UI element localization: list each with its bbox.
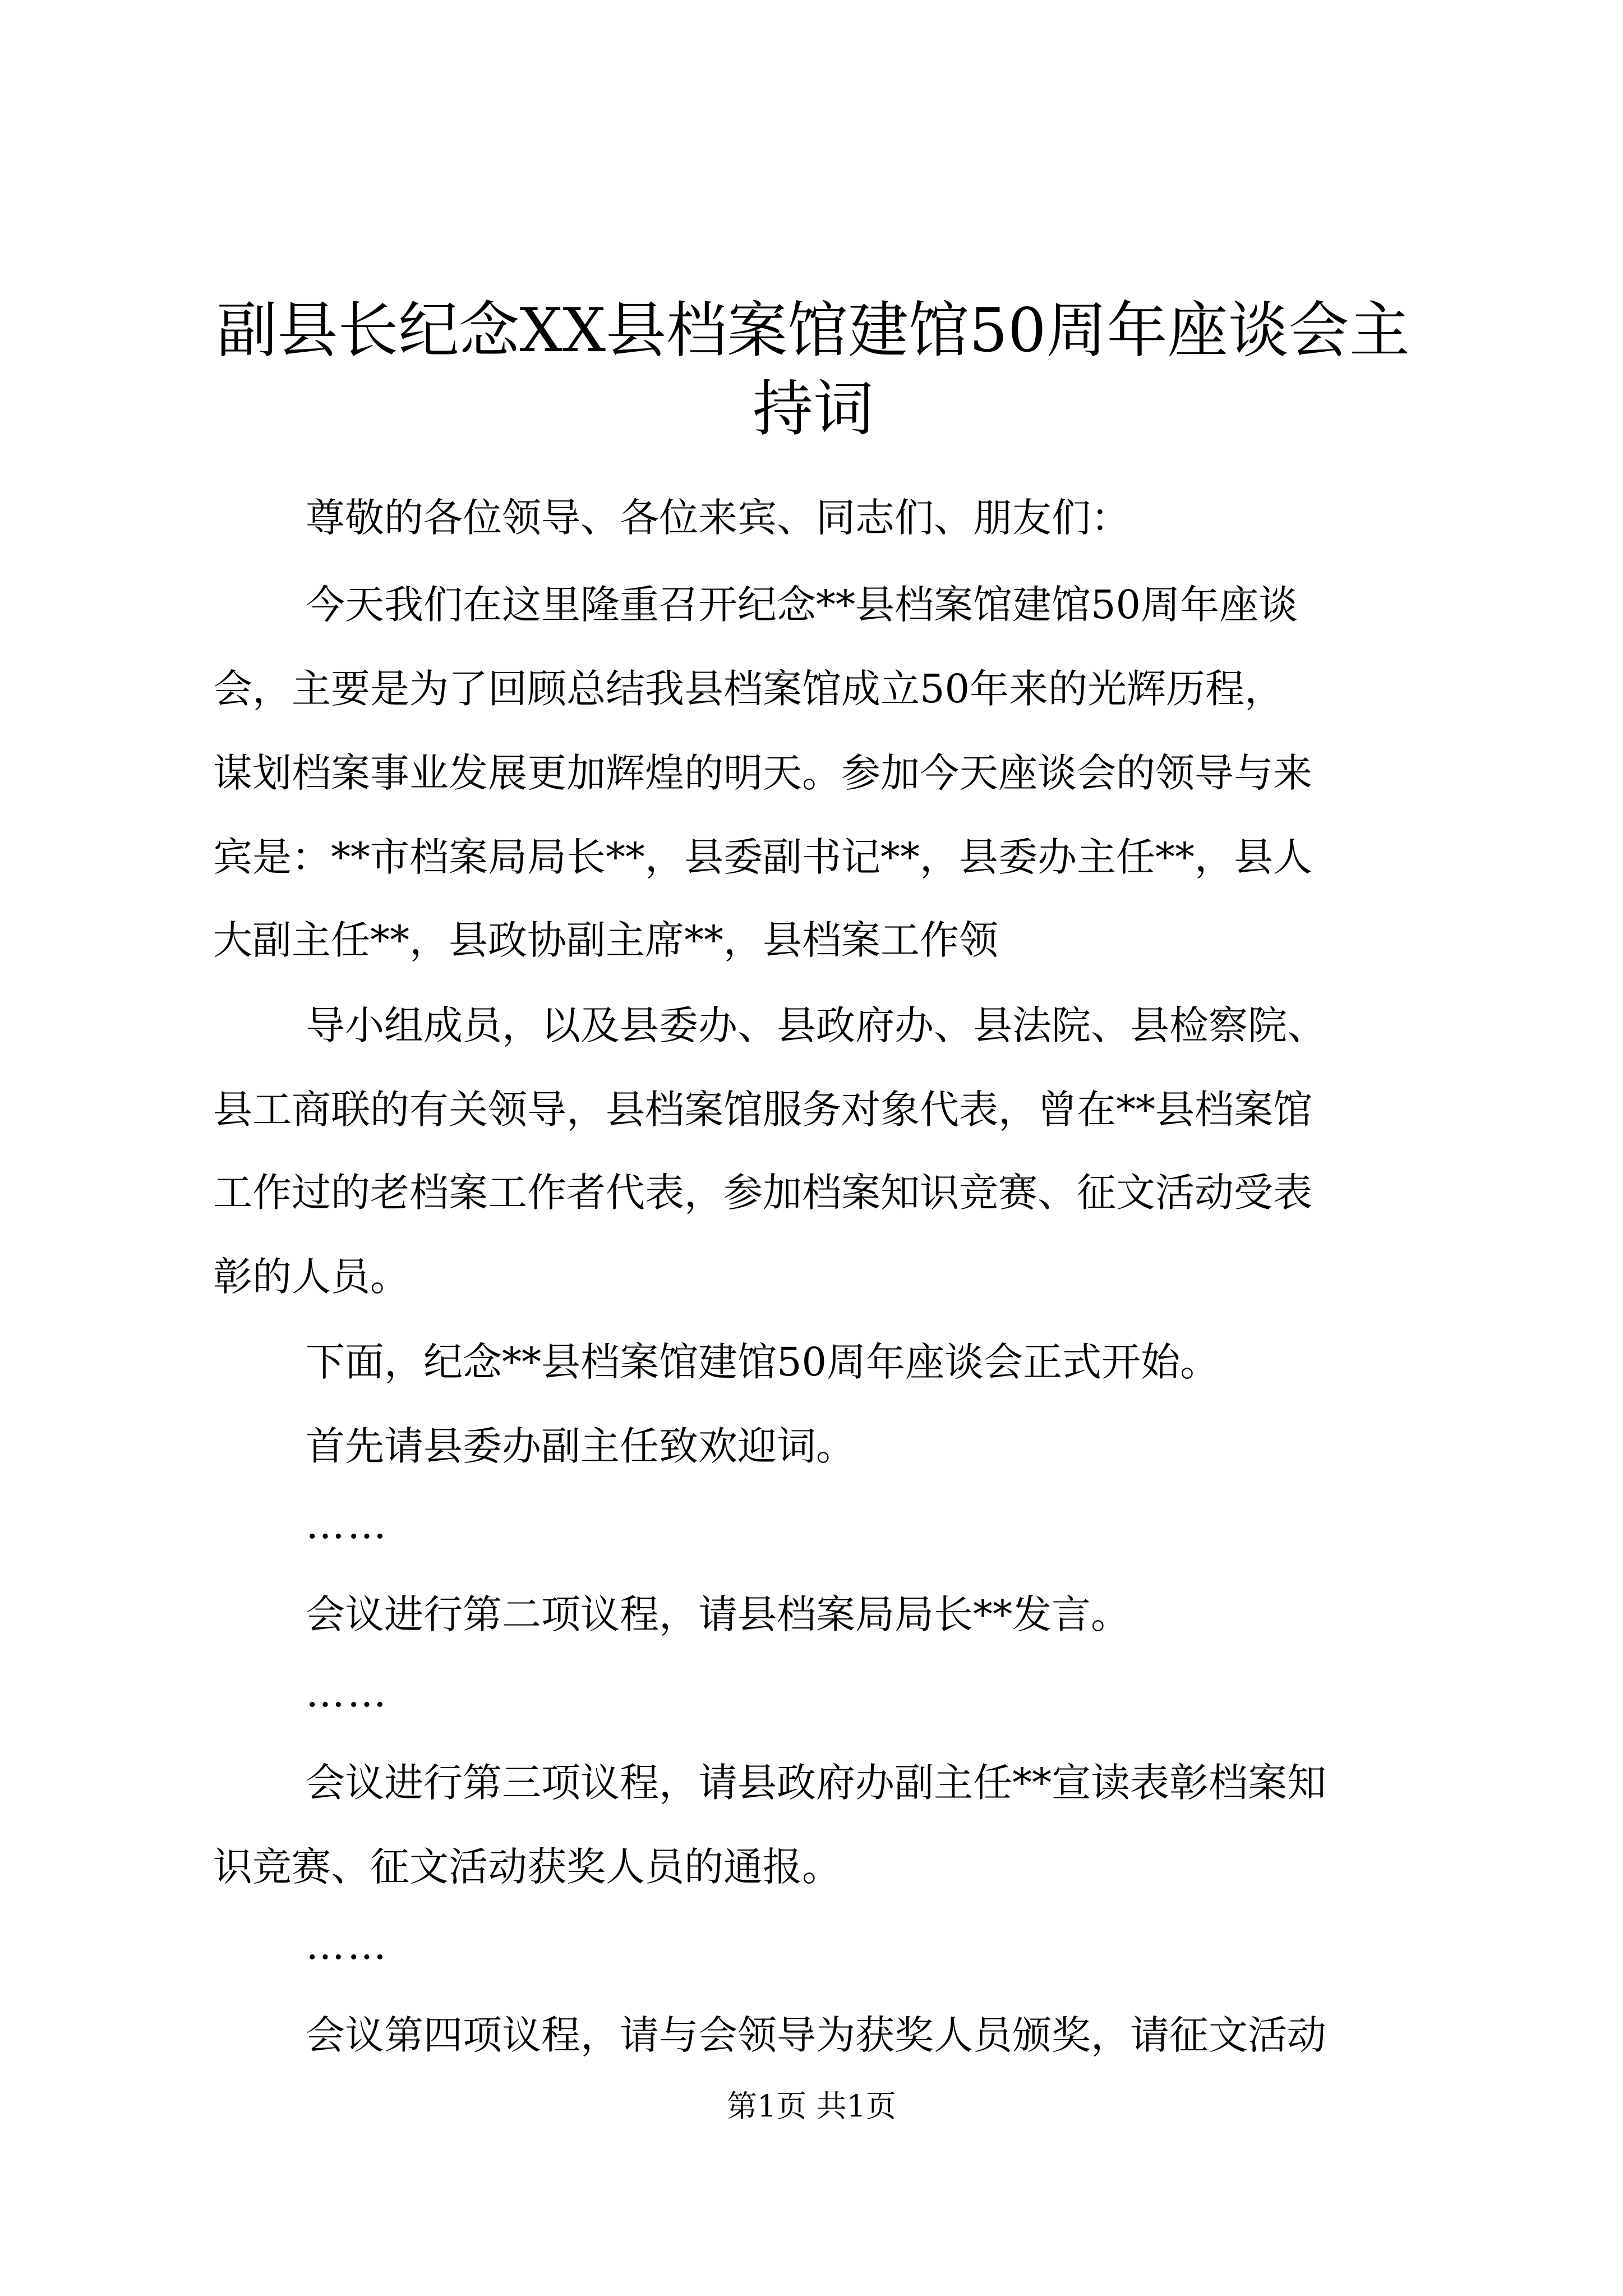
paragraph-1-line-3: 谋划档案事业发展更加辉煌的明天。参加今天座谈会的领导与来	[213, 750, 1312, 796]
paragraph-2-line-2: 县工商联的有关领导，县档案馆服务对象代表，曾在**县档案馆	[213, 1087, 1312, 1133]
ellipsis-2: ……	[306, 1670, 389, 1716]
paragraph-1-line-4: 宾是：**市档案局局长**，县委副书记**，县委办主任**，县人	[213, 834, 1312, 880]
paragraph-5: 会议进行第二项议程，请县档案局局长**发言。	[306, 1591, 1130, 1637]
page-footer: 第1页 共1页	[727, 2088, 896, 2124]
paragraph-1-line-1: 今天我们在这里隆重召开纪念**县档案馆建馆50周年座谈	[306, 582, 1298, 628]
paragraph-2-line-1: 导小组成员，以及县委办、县政府办、县法院、县检察院、	[306, 1002, 1326, 1048]
paragraph-1-line-2: 会，主要是为了回顾总结我县档案馆成立50年来的光辉历程，	[213, 666, 1284, 712]
paragraph-2-line-3: 工作过的老档案工作者代表，参加档案知识竞赛、征文活动受表	[213, 1170, 1312, 1216]
paragraph-1-line-5: 大副主任**，县政协副主席**，县档案工作领	[213, 917, 998, 963]
ellipsis-3: ……	[306, 1922, 389, 1968]
paragraph-4: 首先请县委办副主任致欢迎词。	[306, 1423, 855, 1469]
paragraph-6-line-1: 会议进行第三项议程，请县政府办副主任**宣读表彰档案知	[306, 1760, 1326, 1806]
salutation: 尊敬的各位领导、各位来宾、同志们、朋友们：	[306, 495, 1130, 541]
ellipsis-1: ……	[306, 1502, 389, 1548]
paragraph-7-line-1: 会议第四项议程，请与会领导为获奖人员颁奖，请征文活动	[306, 2012, 1326, 2058]
paragraph-6-line-2: 识竞赛、征文活动获奖人员的通报。	[213, 1844, 841, 1890]
document-title-line-2: 持词	[752, 374, 874, 444]
document-title-line-1: 副县长纪念XX县档案馆建馆50周年座谈会主	[216, 296, 1410, 366]
paragraph-2-line-4: 彰的人员。	[213, 1254, 409, 1300]
paragraph-3: 下面，纪念**县档案馆建馆50周年座谈会正式开始。	[306, 1339, 1220, 1385]
